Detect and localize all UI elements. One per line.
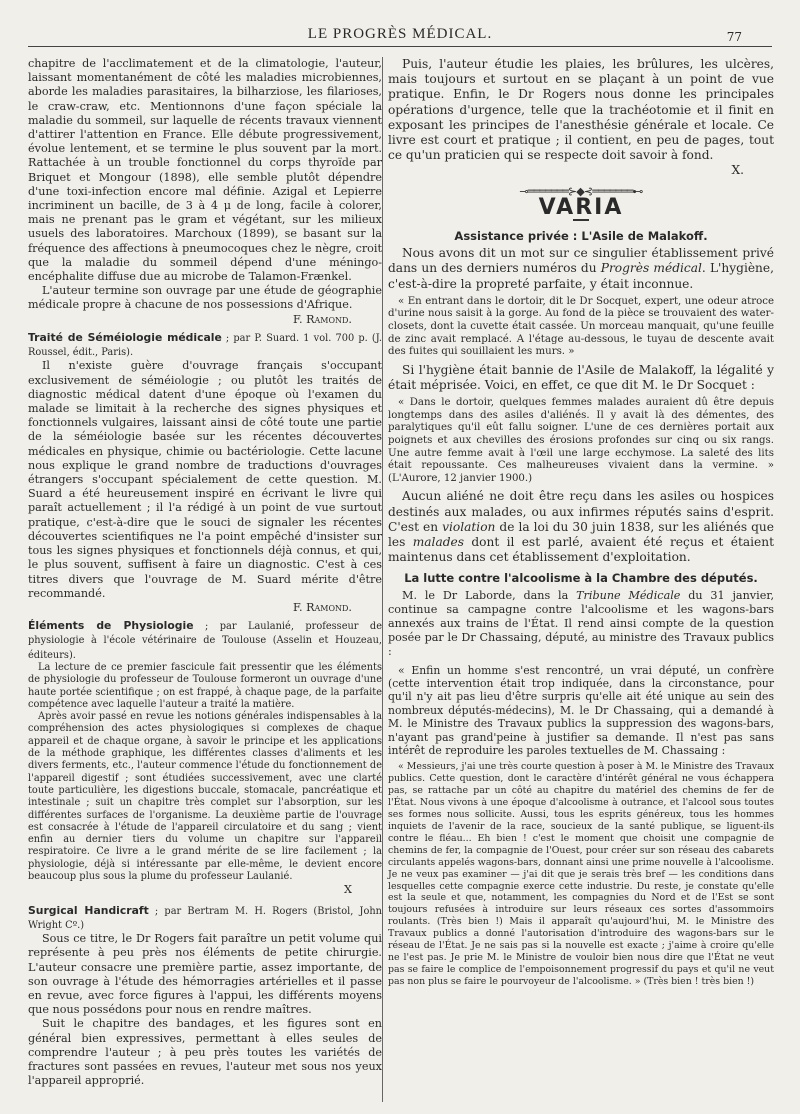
malakoff-legalite: Si l'hygiène était bannie de l'Asile de Malakoff, la légalité y était méprisée. Voici, en effet, ce que dit M. le Dr Socquet : — [388, 362, 774, 393]
review-title-surgical: Surgical Handicraft — [28, 903, 149, 917]
alcoolisme-quote-1: « Enfin un homme s'est rencontré, un vrai député, un confrère (cette intervention était trop indiquée, dans la circonstance, pour qu'il n'y ait pas lieu d'être surpris qu'elle ait été unique au sein des nombreux députés-médecins), M. le Dr Chassaing, qui a demandé à M. le Ministre des Travaux publics la suppression des wagons-bars, n'ayant pas grand'peine à justifier sa demande. Il n'est pas sans intérêt de reproduire les paroles textuelles de M. Chassaing : — [388, 663, 774, 758]
section-title-alcoolisme: La lutte contre l'alcoolisme à la Chambre des députés. — [404, 571, 758, 586]
review-ref-surgical: ; par Bertram M. H. Rogers (Bristol, John Wright Cº.) — [28, 905, 382, 931]
review-heading-semeiologie — [28, 331, 382, 360]
review-body-semeiologie: Il n'existe guère d'ouvrage français s'occupant exclusivement de séméiologie ; ou plutôt les traités de diagnostic médical datent d'une époque où l'examen du malade se limitait à la recherche des signes physiques et fonctionnels vulgaires, laissant ainsi de côté toute une partie de la séméiologie basée sur les récentes découvertes médicales en physique, chimie ou bactériologie. Cette lacune nous explique le grand nombre de traductions d'ouvrages étrangers s'occupant spécialement de cette question. M. Suard a été heureusement inspiré en écrivant le livre qui paraît actuellement ; il l'a rédigé à un point de vue surtout pratique, c'est-à-dire que le souci de signaler les récentes découvertes scientifiques ne l'a point empêché d'insister sur tous les signes physiques et fonctionnels déjà connus, et qui, le plus souvent, suffisent à faire un diagnostic. C'est à ces titres divers que l'ouvrage de M. Suard mérite d'être recommandé. — [28, 359, 382, 600]
right-column — [388, 57, 774, 992]
running-title: LE PROGRÈS MÉDICAL. — [307, 26, 493, 42]
surgical-continuation: Puis, l'auteur étudie les plaies, les brûlures, les ulcères, mais toujours et surtout en se plaçant à un point de vue pratique. Enfin, le Dr Rogers nous donne les principales opérations d'urgence, telle que la trachéotomie et il finit en exposant les principes de l'anesthésie générale et locale. Ce livre est court et pratique ; il contient, en peu de pages, tout ce qu'un praticien qui se respecte doit savoir à fond. — [388, 57, 774, 163]
page-number: 77 — [726, 30, 742, 44]
malakoff-conclusion: Aucun aliéné ne doit être reçu dans les asiles ou hospices destinés aux malades, ou aux infirmes réputés sains d'esprit. C'est en violation de la loi du 30 juin 1838, sur les aliénés que les malades dont il est parlé, avaient été reçus et étaient maintenus dans cet établissement d'exploitation. — [388, 489, 774, 565]
malakoff-quote-1: « En entrant dans le dortoir, dit le Dr Socquet, expert, une odeur atroce d'urine nous saisit à la gorge. Au fond de la pièce se trouvaient des water-closets, dont la cuvette était cassée. Un morceau manquait, qu'une feuille de zinc avait remplacé. A l'étage au-dessous, le tuyau de descente avait des fuites qui souillaient les murs. » — [388, 295, 774, 358]
section-title-malakoff: Assistance privée : L'Asile de Malakoff. — [454, 229, 708, 244]
review-body-physiologie-1: La lecture de ce premier fascicule fait pressentir que les éléments de physiologie du professeur de Toulouse formeront un ouvrage d'une haute portée scientifique ; on est frappé, à chaque page, de la parfaite compétence avec laquelle l'auteur a traité la matière. — [28, 662, 382, 710]
review-title-physiologie: Éléments de Physiologie — [28, 619, 194, 633]
page-header — [0, 0, 800, 44]
review-heading-surgical — [28, 904, 382, 933]
review-body-physiologie-2: Après avoir passé en revue les notions générales indispensables à la compréhension des actes physiologiques si complexes de chaque appareil et de chaque organe, à savoir le principe et les applications de la méthode graphique, les différentes classes d'aliments et les divers ferments, etc., l'auteur commence l'étude du fonctionnement de l'appareil digestif ; sont étudiées successivement, avec une clarté toute particulière, les digestions buccale, stomacale, pancréatique et intestinale ; suit un chapitre très complet sur l'absorption, sur les différentes surfaces de l'organisme. La deuxième partie de l'ouvrage est consacrée à l'étude de l'appareil circulatoire et du sang ; vient enfin au dernier tiers du volume un chapitre sur l'appareil respiratoire. Ce livre a le grand mérite de se lire facilement ; la physiologie, déjà si intéressante par elle-même, le devient encore beaucoup plus sous la plume du professeur Laulanié. — [28, 711, 382, 883]
left-column — [28, 57, 382, 1088]
varia-heading: VARIA — [538, 194, 624, 220]
header-rule — [28, 46, 772, 47]
signature-x-2: X. — [731, 163, 744, 178]
acclimatement-continuation: chapitre de l'acclimatement et de la climatologie, l'auteur, laissant momentanément de côté les maladies microbiennes, aborde les maladies parasitaires, la bilharziose, les filarioses, le craw-craw, etc. Mentionnons d'une façon spéciale la maladie du sommeil, sur laquelle de récents travaux viennent d'attirer l'attention en France. Elle débute progressivement, évolue lentement, et se termine le plus souvent par la mort. Rattachée à un trouble fonctionnel du corps thyroïde par Briquet et Mongour (1898), elle semble plutôt dépendre d'une toxi-infection encore mal définie. Azigal et Lepierre incriminent un bacille, de 3 à 4 μ de long, facile à colorer, mais ne prenant pas le gram et végétant, sur les milieux usuels des laboratoires. Marchoux (1899), se basant sur la fréquence des affections à pneumocoques chez le nègre, croit que la maladie du sommeil dépend d'une méningo-encéphalite diffuse due au microbe de Talamon-Frænkel. — [28, 57, 382, 284]
review-body-surgical-1: Sous ce titre, le Dr Rogers fait paraître un petit volume qui représente à peu près nos éléments de petite chirurgie. L'auteur consacre une première partie, assez importante, de son ouvrage à l'étude des hémorragies artérielles et il passe en revue, avec force figures à l'appui, les différents moyens que nous possédons pour nous en rendre maîtres. — [28, 932, 382, 1017]
malakoff-intro: Nous avons dit un mot sur ce singulier établissement privé dans un des derniers numéros du Progrès médical. L'hygiène, c'est-à-dire la propreté parfaite, y était inconnue. — [388, 246, 774, 291]
alcoolisme-quote-2: « Messieurs, j'ai une très courte question à poser à M. le Ministre des Travaux publics. Cette question, dont le caractère d'intérêt général ne vous échappera pas, se rattache par un côté au chapitre du matériel des chemins de fer de l'État. Nous vivons à une époque d'alcoolisme à outrance, et l'alcool sous toutes ses formes nous sollicite. Aussi, tous les esprits généreux, tous les hommes inquiets de l'avenir de la race, soucieux de la santé publique, se liguent-ils contre le fléau... Eh bien ! c'est le moment que choisit une compagnie de chemins de fer, la compagnie de l'Ouest, pour créer sur son réseau des cabarets circulants appelés wagons-bars, donnant ainsi une prime nouvelle à l'alcoolisme. Je ne veux pas examiner — j'ai dit que je serais très bref — les conditions dans lesquelles cette compagnie exerce cette industrie. Du reste, je constate qu'elle est la seule et que, notamment, les compagnies du Nord et de l'Est se sont toujours refusées à introduire sur leurs réseaux ces sortes d'assommoirs roulants. (Très bien !) Mais il apparaît qu'aujourd'hui, M. le Ministre des Travaux publics a donné l'autorisation d'introduire des wagons-bars sur le réseau de l'État. Je ne sais pas si la nouvelle est exacte ; j'aime à croire qu'elle ne l'est pas. Je prie M. le Ministre de vouloir bien nous dire que l'État ne veut pas se faire le complice de l'empoisonnement progressif du pays et qu'il ne veut pas non plus se faire le pourvoyeur de l'alcoolisme. » (Très bien ! très bien !) — [388, 761, 774, 987]
alcoolisme-intro: M. le Dr Laborde, dans la Tribune Médicale du 31 janvier, continue sa campagne contre l'alcoolisme et les wagons-bars annexés aux trains de l'État. Il rend ainsi compte de la question posée par le Dr Chassaing, député, au ministre des Travaux publics : — [388, 588, 774, 659]
signature-ramond-1: F. Ramond. — [292, 312, 352, 326]
review-title-semeiologie: Traité de Séméiologie médicale — [28, 330, 222, 344]
review-ref-semeiologie: ; par P. Suard. 1 vol. 700 p. (J. Roussel, édit., Paris). — [28, 332, 382, 359]
malakoff-quote-2: « Dans le dortoir, quelques femmes malades auraient dû être depuis longtemps dans des asiles d'aliénés. Il y avait là des démentes, des paralytiques qu'il eût fallu soigner. L'une de ces dernières portait aux poignets et aux chevilles des érosions profondes sur cinq ou six rangs. Une autre femme avait à l'œil une large ecchymose. La saleté des lits était repoussante. Ces malheureuses vivaient dans la vermine. » (L'Aurore, 12 janvier 1900.) — [388, 397, 774, 484]
review-heading-physiologie — [28, 619, 382, 662]
section-ornament: ⊸═══════⊱◆⊰═══════⊷ — [519, 184, 643, 198]
acclimatement-conclusion: L'auteur termine son ouvrage par une étude de géographie médicale propre à chacune de nos possessions d'Afrique. — [28, 284, 382, 312]
review-body-surgical-2: Suit le chapitre des bandages, et les figures sont en général bien expressives, permettant à elles seules de comprendre l'auteur ; à peu près toutes les variétés de fractures sont passées en revues, l'auteur met sous nos yeux l'appareil approprié. — [28, 1017, 382, 1088]
signature-ramond-2: F. Ramond. — [292, 600, 352, 614]
review-ref-physiologie: ; par Laulanié, professeur de physiologie à l'école vétérinaire de Toulouse (Asselin et Houzeau, éditeurs). — [28, 621, 383, 661]
signature-x-1: X — [344, 883, 352, 897]
column-divider — [382, 57, 383, 1102]
